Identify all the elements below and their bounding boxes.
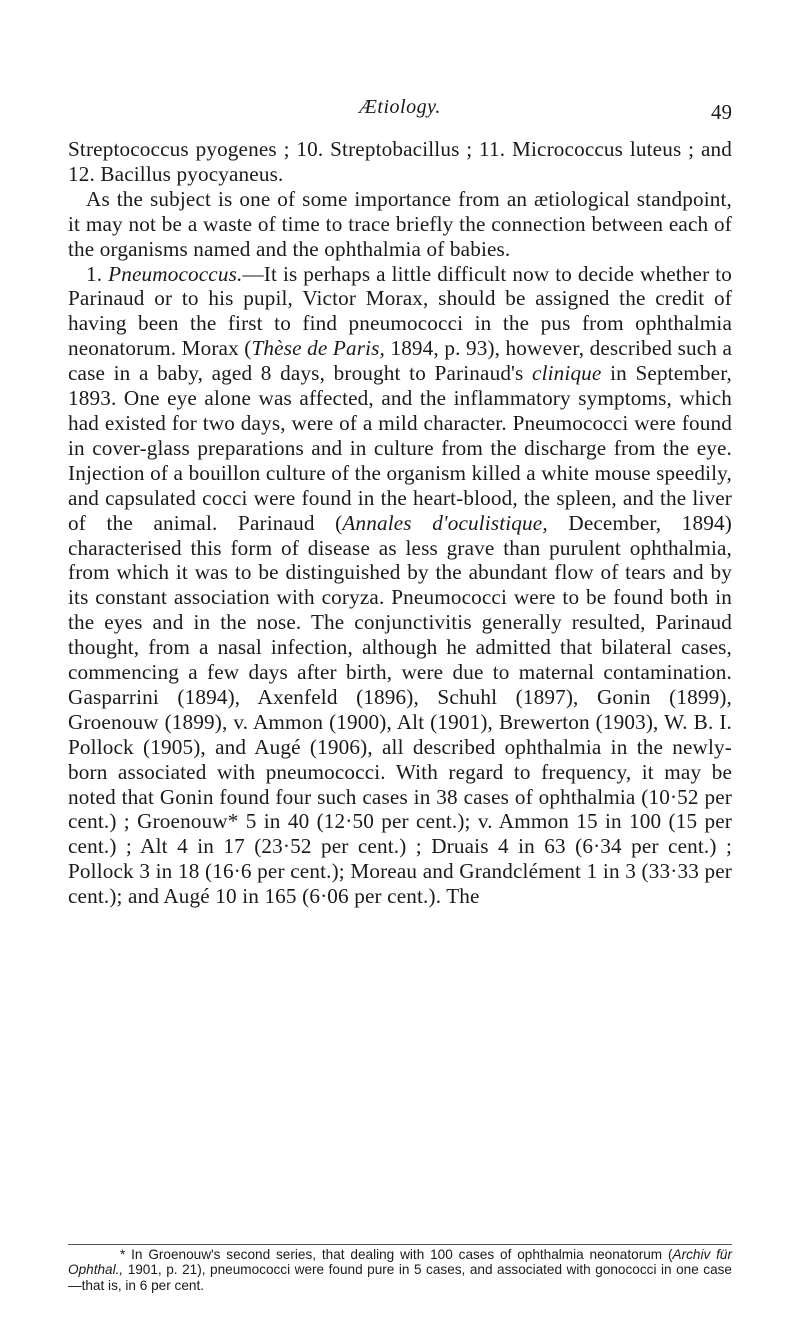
citation-annales: Annales d'oculistique, (342, 510, 548, 535)
paragraph-pneumococcus (68, 262, 732, 910)
citation-these-de-paris: Thèse de Paris, (251, 336, 385, 361)
text-segment: in September, 1893. One eye alone was affected, and the inflammatory symptoms, which had existed for two days, were of a mild character. Pneumococci were found in cover-glass preparations and in culture from the discharge from the eye. Injection of a bouillon culture of the organism killed a white mouse speedily, and capsulated cocci were found in the heart-blood, the spleen, and the liver of the animal. Parinaud ( (68, 361, 733, 535)
citation-archiv: Archiv für Ophthal., (68, 1247, 732, 1278)
text-segment: 1894, p. 93), however, described such a case in a baby, aged 8 days, brought to Parinaud's (68, 336, 733, 386)
running-title: Ætiology. (359, 96, 441, 118)
body-text (68, 137, 732, 909)
footnote-text (68, 1247, 732, 1293)
section-number: 1. (86, 261, 103, 286)
text-segment: December, 1894) characterised this form of disease as less grave than purulent ophthalmia, from which it was to be distinguished by the abundant flow of tears and by its constant association with coryza. Pneumococci were to be found both in the eyes and in the nose. The conjunctivitis generally resulted, Parinaud thought, from a nasal infection, although he admitted that bilateral cases, commencing a few days after birth, were due to maternal contamination. Gasparrini (1894), Axenfeld (1896), Schuhl (1897), Gonin (1899), Groenouw (1899), v. Ammon (1900), Alt (1901), Brewerton (1903), W. B. I. Pollock (1905), and Augé (1906), all described ophthalmia in the newly-born associated with pneumococci. With regard to frequency, it may be noted that Gonin found four such cases in 38 cases of ophthalmia (10·52 per cent.) ; Groenouw* 5 in 40 (12·50 per cent.); v. Ammon 15 in 100 (15 per cent.) ; Alt 4 in 17 (23·52 per cent.) ; Druais 4 in 63 (6·34 per cent.) ; Pollock 3 in 18 (16·6 per cent.); Moreau and Grandclément 1 in 3 (33·33 per cent.); and Augé 10 in 165 (6·06 per cent.). The (68, 510, 732, 909)
footnote-segment: 1901, p. 21), pneumococci were found pure in 5 cases, and associated with gonococci in one case—that is, in 6 per cent. (68, 1262, 732, 1293)
footnote (68, 1247, 732, 1293)
term-clinique: clinique (532, 361, 602, 386)
text-segment: —It is perhaps a little difficult now to decide whether to Parinaud or to his pupil, Victor Morax, should be assigned the credit of having been the first to find pneumococci in the pus from ophthalmia neonatorum. Morax ( (68, 261, 732, 361)
running-head (68, 96, 732, 126)
page-number: 49 (711, 100, 732, 124)
paragraph-continuation: Streptococcus pyogenes ; 10. Streptobacillus ; 11. Micrococcus luteus ; and 12. Bacillus pyocyaneus. (68, 137, 732, 186)
footnote-rule (68, 1244, 732, 1245)
section-heading: Pneumococcus. (108, 261, 243, 286)
paragraph-intro: As the subject is one of some importance from an ætiological standpoint, it may not be a waste of time to trace briefly the connection between each of the organisms named and the ophthalmia of babies. (68, 186, 732, 261)
footnote-segment: * In Groenouw's second series, that dealing with 100 cases of ophthalmia neonatorum ( (120, 1247, 673, 1262)
